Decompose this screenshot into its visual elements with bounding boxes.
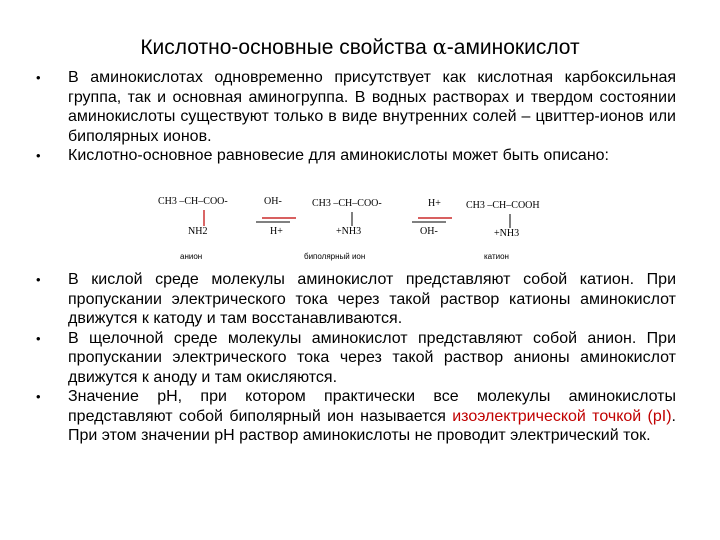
list-item — [36, 329, 676, 388]
bullet-text: В аминокислотах одновременно присутствует как кислотная карбоксильная группа, так и основная аминогруппа. В водных растворах и твердом состоянии аминокислоты существуют только в виде внутренних солей – цвиттер-ионов или биполярных ионов. — [68, 69, 676, 145]
reagent-oh-bottom: OH- — [420, 226, 438, 237]
isoelectric-text-after: . При этом значении рН раствор аминокислоты не проводит электрический ток. — [68, 407, 676, 444]
isoelectric-point-term: изоэлектрической точкой (pI) — [452, 407, 672, 425]
bullet-icon: • — [36, 389, 41, 404]
bullet-icon: • — [36, 70, 41, 85]
anion-formula-bottom: NH2 — [188, 226, 208, 237]
bullet-icon: • — [36, 272, 41, 287]
bullet-text — [68, 387, 676, 446]
list-item — [36, 68, 676, 146]
bullet-list-top — [36, 68, 676, 166]
reagent-h-top: H+ — [428, 198, 441, 209]
title-greek-alpha: α — [432, 35, 447, 59]
bullet-text: В щелочной среде молекулы аминокислот представляют собой анион. При пропускании электрического тока через такой раствор анионы аминокислот движутся к аноду и там окисляются. — [68, 329, 676, 386]
zwitter-formula-top: CH3 –CH–COO- — [312, 198, 382, 209]
bullet-icon: • — [36, 330, 41, 346]
reagent-oh-top: OH- — [264, 196, 282, 207]
bullet-text: Кислотно-основное равновесие для аминокислоты может быть описано: — [68, 147, 609, 164]
title-text-after: -аминокислот — [446, 36, 580, 59]
cation-formula-top: CH3 –CH–COOH — [466, 200, 540, 211]
label-anion: анион — [180, 252, 203, 261]
isoelectric-text-before: Значение рН, при котором практически все молекулы аминокислоты представляют собой биполярный ион называется — [68, 388, 676, 425]
bullet-icon: • — [36, 148, 41, 163]
list-item — [36, 387, 676, 446]
bullet-text: В кислой среде молекулы аминокислот представляют собой катион. При пропускании электрического тока через такой раствор катионы аминокислот движутся к катоду и там восстанавливаются. — [68, 271, 676, 327]
label-zwitter: биполярный ион — [304, 252, 366, 261]
cation-formula-bottom: +NH3 — [494, 228, 520, 239]
title-text-before: Кислотно-основные свойства — [140, 36, 433, 59]
label-cation: катион — [484, 252, 509, 261]
list-item — [36, 146, 676, 166]
equation-arrows — [0, 190, 720, 270]
zwitter-formula-bottom: +NH3 — [336, 226, 362, 237]
slide-title — [0, 34, 720, 61]
bullet-list-bottom — [36, 270, 676, 446]
list-item — [36, 270, 676, 329]
anion-formula-top: CH3 –CH–COO- — [158, 196, 228, 207]
reagent-h-bottom: H+ — [270, 226, 283, 237]
